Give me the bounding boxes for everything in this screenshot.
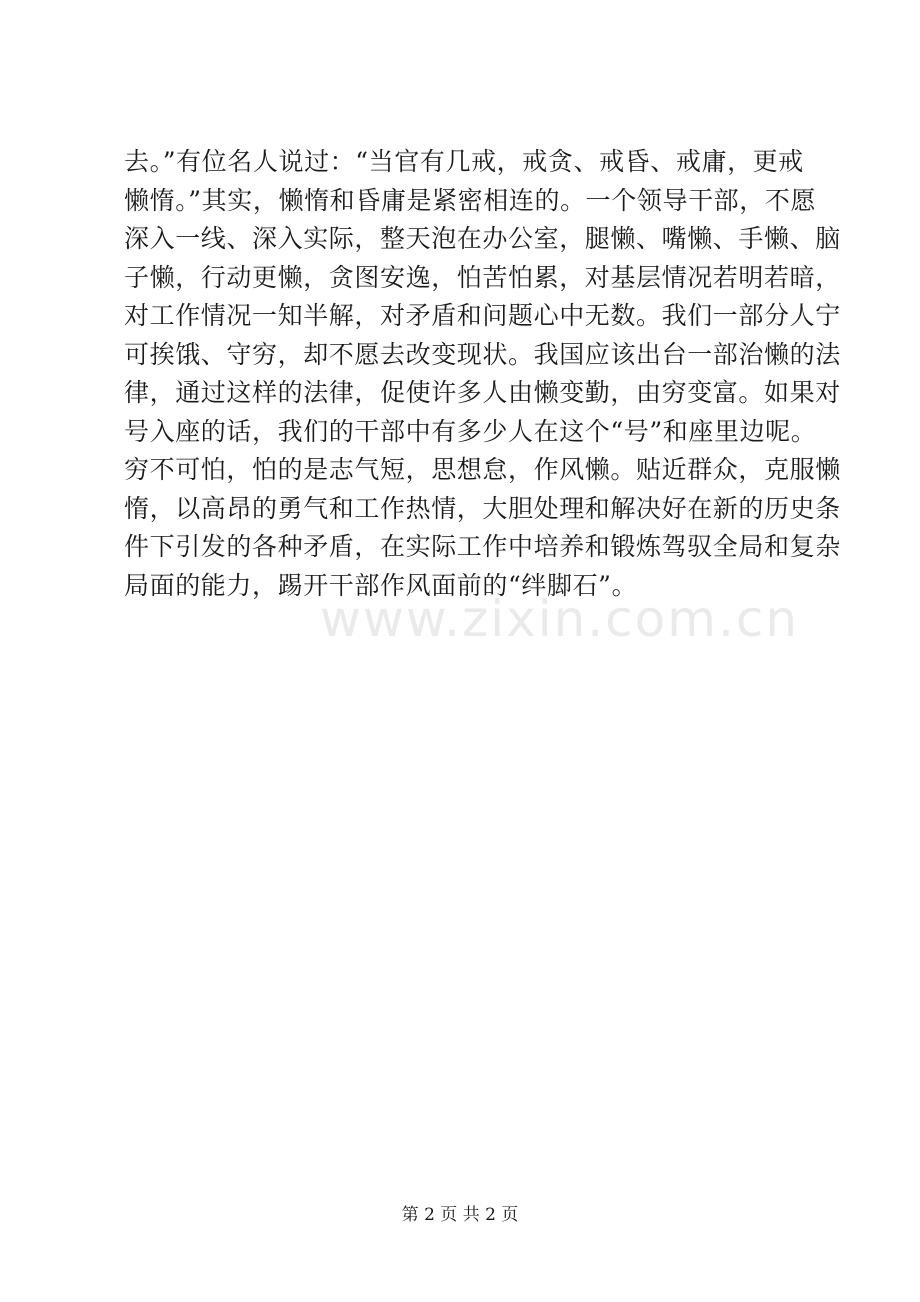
text-line: 对工作情况一知半解，对矛盾和问题心中无数。我们一部分人宁	[124, 301, 841, 330]
watermark: www.zixin.com.cn	[320, 590, 800, 648]
text-line: 穷不可怕，怕的是志气短，思想怠，作风懒。贴近群众，克服懒	[124, 455, 841, 484]
text-line: 号入座的话，我们的干部中有多少人在这个“号”和座里边呢。	[124, 416, 817, 446]
text-line: 律，通过这样的法律，促使许多人由懒变勤，由穷变富。如果对	[124, 378, 841, 407]
page-footer: 第 2 页 共 2 页	[401, 1205, 519, 1225]
text-line: 件下引发的各种矛盾，在实际工作中培养和锻炼驾驭全局和复杂	[124, 532, 841, 561]
text-line: 惰，以高昂的勇气和工作热情，大胆处理和解决好在新的历史条	[124, 493, 841, 523]
text-line: 去。”有位名人说过：“当官有几戒，戒贪、戒昏、戒庸，更戒	[124, 147, 804, 176]
body-text	[124, 143, 841, 605]
text-line: 可挨饿、守穷，却不愿去改变现状。我国应该出台一部治懒的法	[124, 339, 841, 369]
text-line: 局面的能力，踢开干部作风面前的“绊脚石”。	[124, 570, 638, 600]
text-line: 深入一线、深入实际，整天泡在办公室，腿懒、嘴懒、手懒、脑	[124, 224, 841, 253]
text-line: 懒惰。”其实，懒惰和昏庸是紧密相连的。一个领导干部，不愿	[124, 185, 817, 215]
text-line: 子懒，行动更懒，贪图安逸，怕苦怕累，对基层情况若明若暗，	[124, 262, 841, 292]
